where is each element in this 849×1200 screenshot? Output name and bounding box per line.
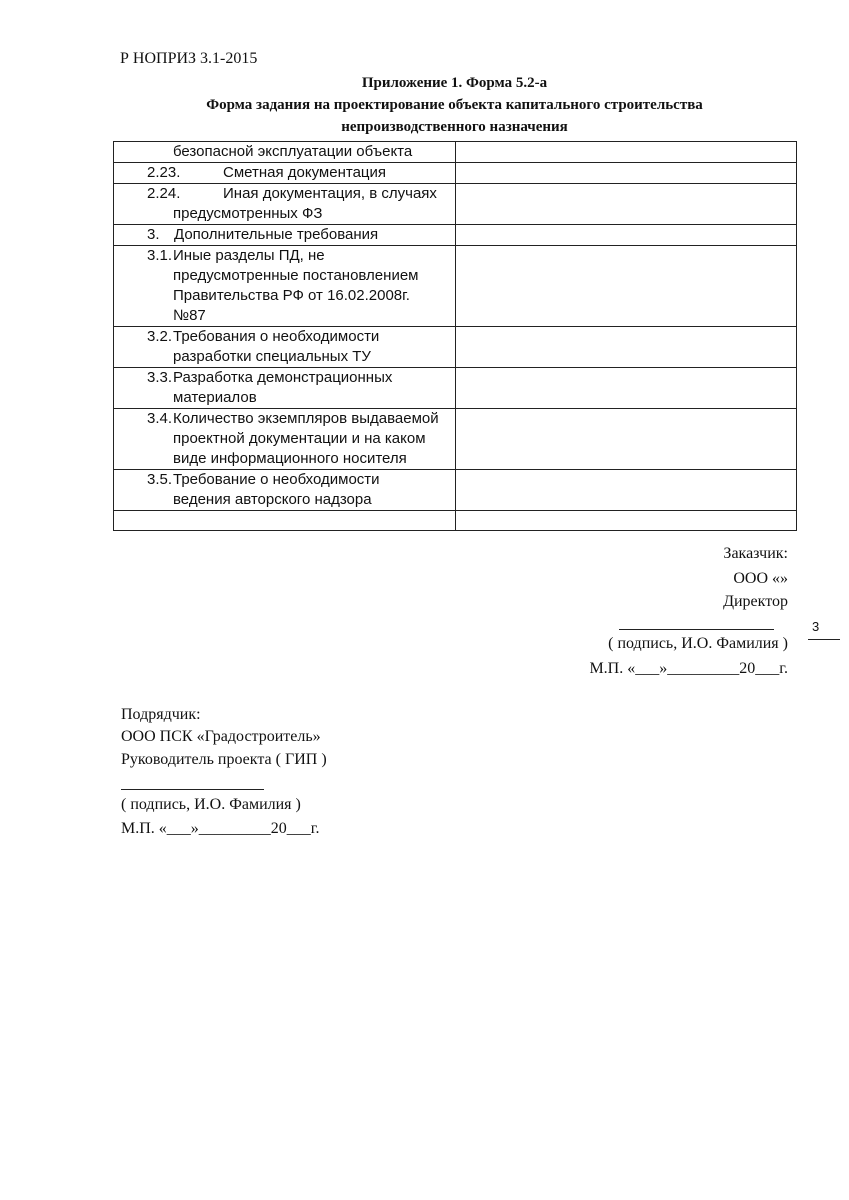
row-label-continuation: ведения авторского надзора (173, 491, 372, 508)
table-row (114, 184, 797, 225)
appendix-title: Приложение 1. Форма 5.2-а (361, 75, 548, 91)
contractor-stamp-date: М.П. «___»_________20___г. (121, 820, 320, 837)
customer-signature-line (619, 629, 774, 630)
table-cell-value (455, 511, 796, 531)
row-number: 3.2. (147, 328, 173, 345)
contractor-signature-caption: ( подпись, И.О. Фамилия ) (121, 796, 301, 813)
table-cell-label (114, 163, 456, 184)
table-row (114, 368, 797, 409)
row-number: 3.3. (147, 369, 173, 386)
customer-org: ООО «» (733, 570, 788, 587)
requirements-table (113, 141, 797, 531)
customer-position: Директор (723, 593, 788, 610)
form-title: Форма задания на проектирование объекта капитального строительства (206, 97, 703, 113)
contractor-org: ООО ПСК «Градостроитель» (121, 728, 321, 745)
row-label: Дополнительные требования (174, 226, 379, 243)
customer-signature-caption: ( подпись, И.О. Фамилия ) (608, 635, 788, 652)
table-cell-value (455, 142, 796, 163)
table-cell-label (114, 511, 456, 531)
row-label: Требование о необходимости (173, 471, 380, 488)
table-cell-value (455, 246, 796, 327)
row-label-continuation: проектной документации и на каком (173, 430, 426, 447)
row-label-continuation: Правительства РФ от 16.02.2008г. (173, 287, 410, 304)
page-number-rule (808, 639, 840, 640)
row-label: безопасной эксплуатации объекта (173, 143, 413, 160)
form-subtitle: непроизводственного назначения (341, 119, 568, 135)
row-number: 3. (147, 226, 160, 243)
table-cell-value (455, 470, 796, 511)
row-number: 2.24. (147, 185, 181, 202)
table-row (114, 163, 797, 184)
table-row (114, 511, 797, 531)
table-cell-value (455, 409, 796, 470)
row-label-continuation: №87 (173, 307, 206, 324)
table-cell-value (455, 368, 796, 409)
table-cell-label (114, 368, 456, 409)
table-cell-label (114, 327, 456, 368)
row-label: Количество экземпляров выдаваемой (173, 410, 439, 427)
row-number: 3.5. (147, 471, 173, 488)
row-number: 2.23. (147, 164, 181, 181)
row-number: 3.4. (147, 410, 173, 427)
table-cell-value (455, 327, 796, 368)
row-label-continuation: виде информационного носителя (173, 450, 407, 467)
table-row (114, 327, 797, 368)
table-cell-label (114, 470, 456, 511)
table-cell-label (114, 409, 456, 470)
table-cell-value (455, 225, 796, 246)
customer-stamp-date: М.П. «___»_________20___г. (589, 660, 788, 677)
row-number: 3.1. (147, 247, 173, 264)
table-cell-label (114, 142, 456, 163)
row-label-continuation: предусмотренные постановлением (173, 267, 419, 284)
row-label: Требования о необходимости (173, 328, 380, 345)
contractor-role: Подрядчик: (121, 706, 201, 723)
row-label: Сметная документация (223, 164, 387, 181)
table-row (114, 142, 797, 163)
row-label-continuation: предусмотренных ФЗ (173, 205, 323, 222)
table-row (114, 225, 797, 246)
table-cell-label (114, 246, 456, 327)
page-number: 3 (812, 619, 820, 634)
row-label: Иная документация, в случаях (223, 185, 437, 202)
table-cell-value (455, 184, 796, 225)
table-cell-value (455, 163, 796, 184)
table-row (114, 246, 797, 327)
table-cell-label (114, 184, 456, 225)
row-label: Разработка демонстрационных (173, 369, 393, 386)
row-label: Иные разделы ПД, не (173, 247, 325, 264)
table-row (114, 409, 797, 470)
row-label-continuation: разработки специальных ТУ (173, 348, 371, 365)
contractor-signature-line (121, 789, 264, 790)
contractor-position: Руководитель проекта ( ГИП ) (121, 751, 327, 768)
row-label-continuation: материалов (173, 389, 257, 406)
customer-role: Заказчик: (723, 545, 788, 562)
document-code: Р НОПРИЗ 3.1-2015 (120, 50, 258, 67)
table-row (114, 470, 797, 511)
table-cell-label (114, 225, 456, 246)
